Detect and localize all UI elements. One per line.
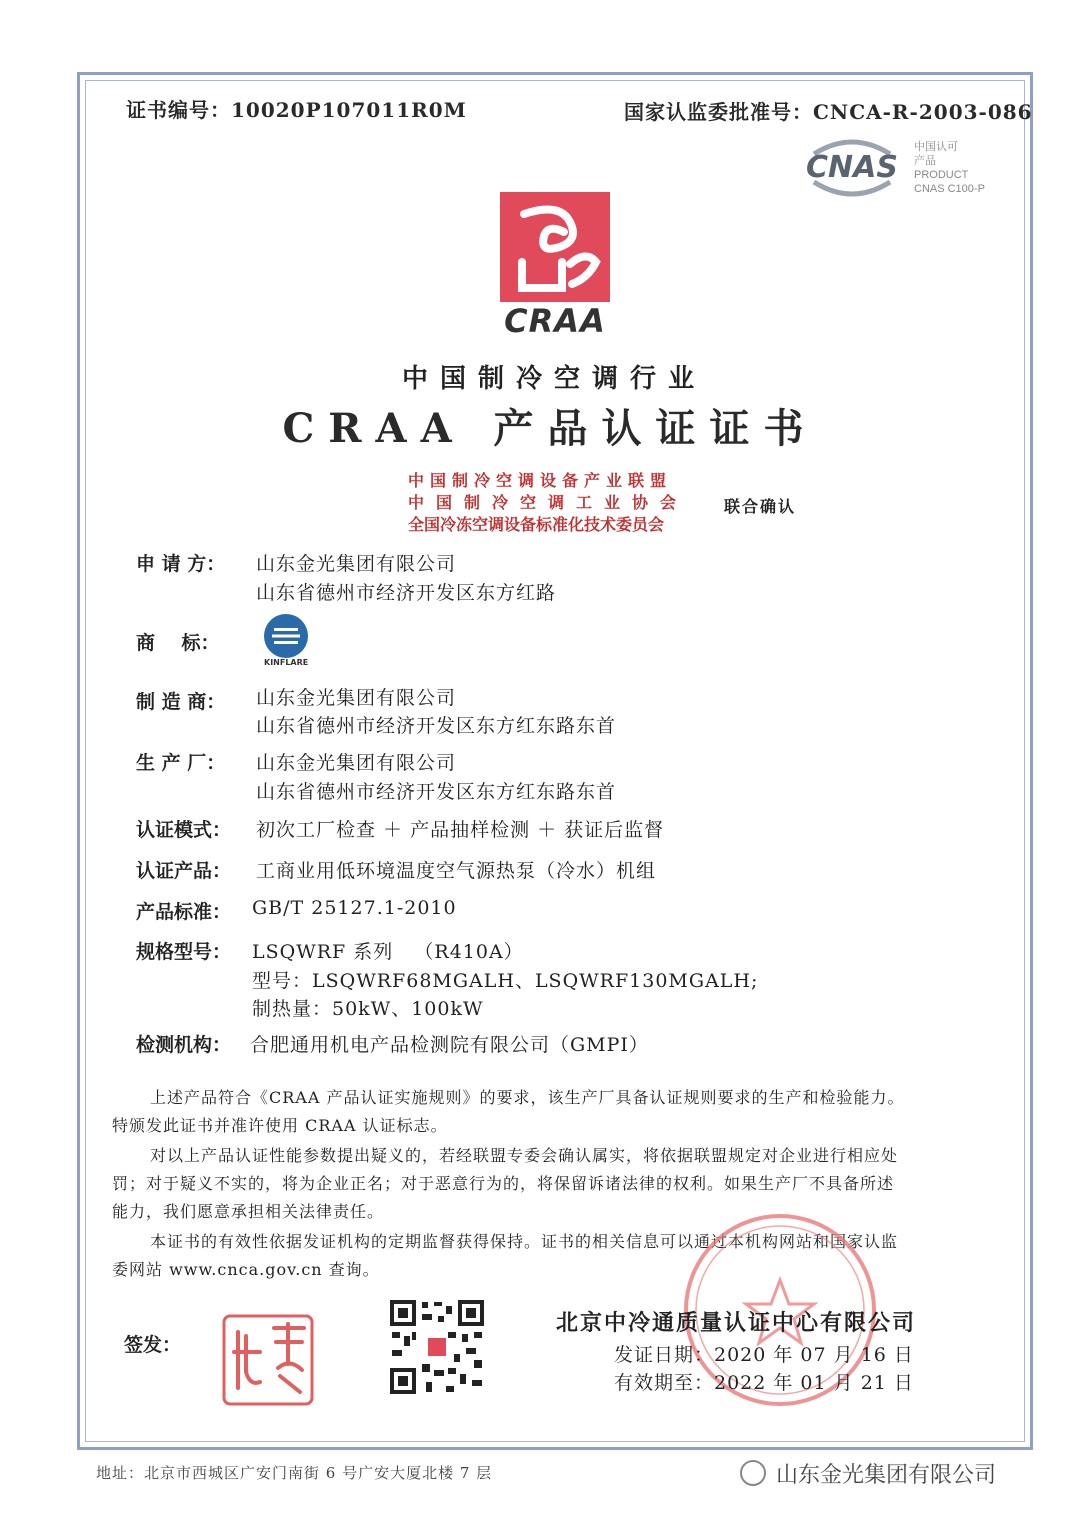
cnas-caption [914, 140, 985, 196]
paragraph-line: 罚；对于疑义不实的，将为企业正名；对于恶意行为的，将保留诉诸法律的权利。如果生产厂不具备所述 [112, 1174, 895, 1193]
cnas-logo [802, 132, 902, 204]
cert-mode-label: 认证模式： [136, 819, 232, 841]
issuer-name: 北京中冷通质量认证中心有限公司 [556, 1310, 917, 1336]
applicant-address: 山东省德州市经济开发区东方红路 [256, 582, 557, 604]
wechat-icon [740, 1460, 766, 1486]
kinflare-text: KINFLARE [264, 658, 309, 667]
sign-label: 签发： [124, 1334, 182, 1356]
manufacturer-address: 山东省德州市经济开发区东方红东路东首 [256, 715, 617, 737]
lab-label: 检测机构： [136, 1034, 232, 1056]
watermark-text: 山东金光集团有限公司 [776, 1463, 997, 1488]
title-industry: 中国制冷空调行业 [401, 364, 706, 394]
cnas-caption-line: PRODUCT [914, 169, 969, 181]
paragraph-line: 能力，我们愿意承担相关法律责任。 [112, 1202, 385, 1221]
factory-address: 山东省德州市经济开发区东方红东路东首 [256, 781, 617, 803]
manufacturer-label: 制 造 商： [136, 691, 226, 713]
paragraph-line: 上述产品符合《CRAA 产品认证实施规则》的要求，该生产厂具备认证规则要求的生产和检验能力。 [150, 1088, 905, 1107]
applicant-name: 山东金光集团有限公司 [256, 553, 457, 575]
cnas-caption-line: 产品 [914, 155, 936, 167]
spec-models: 型号：LSQWRF68MGALH、LSQWRF130MGALH; [252, 970, 759, 992]
cert-product-value: 工商业用低环境温度空气源热泵（冷水）机组 [256, 860, 657, 882]
cert-product-label: 认证产品： [136, 860, 232, 882]
approval-number: 国家认监委批准号：CNCA-R-2003-086 [624, 100, 1033, 124]
org-alliance: 中国制冷空调设备产业联盟 [408, 471, 673, 490]
signature-seal [220, 1312, 316, 1408]
issue-date: 发证日期：2020 年 07 月 16 日 [614, 1344, 914, 1366]
cert-mode-value: 初次工厂检查 ＋ 产品抽样检测 ＋ 获证后监督 [256, 819, 665, 841]
certificate-number: 证书编号：10020P107011R0M [126, 98, 467, 122]
craa-logo-text: CRAA [504, 302, 606, 340]
standard-value: GB/T 25127.1-2010 [252, 897, 457, 919]
paragraph-line: 委网站 www.cnca.gov.cn 查询。 [112, 1260, 380, 1279]
manufacturer-name: 山东金光集团有限公司 [256, 687, 457, 709]
org-committee: 全国冷冻空调设备标准化技术委员会 [408, 515, 665, 534]
spec-heating-capacity: 制热量：50kW、100kW [252, 998, 484, 1020]
org-association: 中国制冷空调工业协会 [408, 493, 689, 512]
valid-date: 有效期至：2022 年 01 月 21 日 [614, 1372, 914, 1394]
kinflare-logo [264, 614, 308, 658]
lab-value: 合肥通用机电产品检测院有限公司（GMPI） [250, 1034, 649, 1056]
factory-label: 生 产 厂： [136, 752, 226, 774]
paragraph-line: 本证书的有效性依据发证机构的定期监督获得保持。证书的相关信息可以通过本机构网站和国家认监 [150, 1232, 899, 1251]
company-address: 地址：北京市西城区广安门南街 6 号广安大厦北楼 7 层 [96, 1464, 493, 1482]
spec-label: 规格型号： [136, 941, 232, 963]
joint-confirmation: 联合确认 [724, 497, 797, 516]
trademark-label: 商 标： [136, 632, 220, 654]
cnas-caption-line: 中国认可 [914, 141, 958, 153]
standard-label: 产品标准： [136, 901, 232, 923]
cnas-caption-line: CNAS C100-P [914, 183, 985, 195]
paragraph-line: 特颁发此证书并准许使用 CRAA 认证标志。 [112, 1116, 448, 1135]
applicant-label: 申 请 方： [136, 553, 226, 575]
paragraph-line: 对以上产品认证性能参数提出疑义的，若经联盟专委会确认属实，将依据联盟规定对企业进行相应处 [150, 1146, 899, 1165]
page-title: CRAA 产品认证证书 [282, 405, 818, 452]
factory-name: 山东金光集团有限公司 [256, 752, 457, 774]
spec-series: LSQWRF 系列 （R410A） [252, 941, 524, 963]
qr-code[interactable] [388, 1298, 486, 1396]
craa-logo-seal [500, 192, 610, 302]
cnas-logo-text: CNAS [806, 150, 898, 185]
